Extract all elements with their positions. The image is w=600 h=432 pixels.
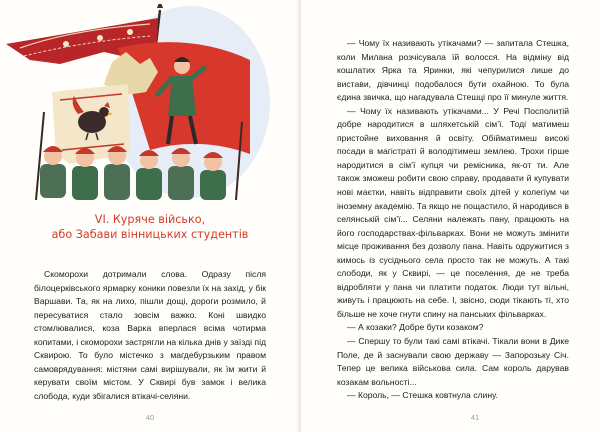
paragraph: Скоморохи дотримали слова. Одразу після білоцерківського ярмарку коники повезли їх на захід, у бік Варшави. Та, як на лихо, пішли дощі, дороги розмило, й пересуватися стало зовсім важко. Коні швидко стомлювалися, коза Варка вперлася всіма чотирма копитами, і скоморохи застрягли на кілька днів у заїзді під Сквирою. То було містечко з магдебурзьким правом самоврядування: містяни самі вирішували, як їм жити й керувати своїм містом. У Сквирі був замок і велика слобода, куди збігалися втікачі-селяни. (34, 269, 266, 401)
chapter-title (30, 212, 270, 242)
chapter-illustration (0, 4, 280, 200)
right-body-text (337, 37, 569, 403)
chapter-title-line1: VI. Куряче військо, (94, 213, 206, 226)
right-page (301, 0, 600, 432)
left-page (0, 0, 299, 432)
chapter-title-line2: або Забави вінницьких студентів (51, 228, 249, 241)
paragraph: — Спершу то були такі самі втікачі. Тікали вони в Дике Поле, де й заснували свою державу — Запорозьку Січ. Тепер це велика військова сила. Сам король дарував козакам вольності... (337, 336, 569, 387)
paragraph: — А козаки? Добре бути козаком? (347, 322, 484, 333)
page-number-left: 40 (145, 413, 155, 422)
left-body-text (34, 268, 266, 403)
page-number-right: 41 (470, 413, 480, 422)
paragraph: — Чому їх називають утікачами? — запитала Стешка, коли Милана розчісувала їй волосся. На відміну від кошлатих Ярка та Яринки, які чепурилися лише до вистави, дівчинці подобалося бути охайною. То була єдина звичка, що нагадувала Стешці про її минуле життя. (337, 38, 569, 103)
paragraph: — Король, — Стешка ковтнула слину. (347, 390, 498, 401)
paragraph: — Чому їх називають утікачами... У Речі Посполитій добре народитися в шляхетській сім’ї. Тоді матимеш пристойне виховання й освіту. Обійматимеш високі посади в магістраті й володітимеш землею. Трохи гірше народитися в сім’ї купця чи ремісника, як-от ти. Але також зможеш робити свою справу, продавати й купувати нові маєтки, навіть відправити своїх дітей у колегіум чи іноземну академію. Та якщо не пощастило, й народився в селянській сім’ї... Селяни належать пану, працюють на його господарствах-фільварках. Вони не можуть змінити місце проживання без дозволу пана. Навіть одружитися з кимось із сусіднього села просто так не можуть. А такі слободи, як у Сквирі, — це поселення, де не треба відробляти у пана чи платити податок. Люди тут вільні, живуть і працюють на себе. І, звісно, сюди тікають ті, хто більше не хоче гнути спину на панських фільварках. (337, 105, 569, 319)
